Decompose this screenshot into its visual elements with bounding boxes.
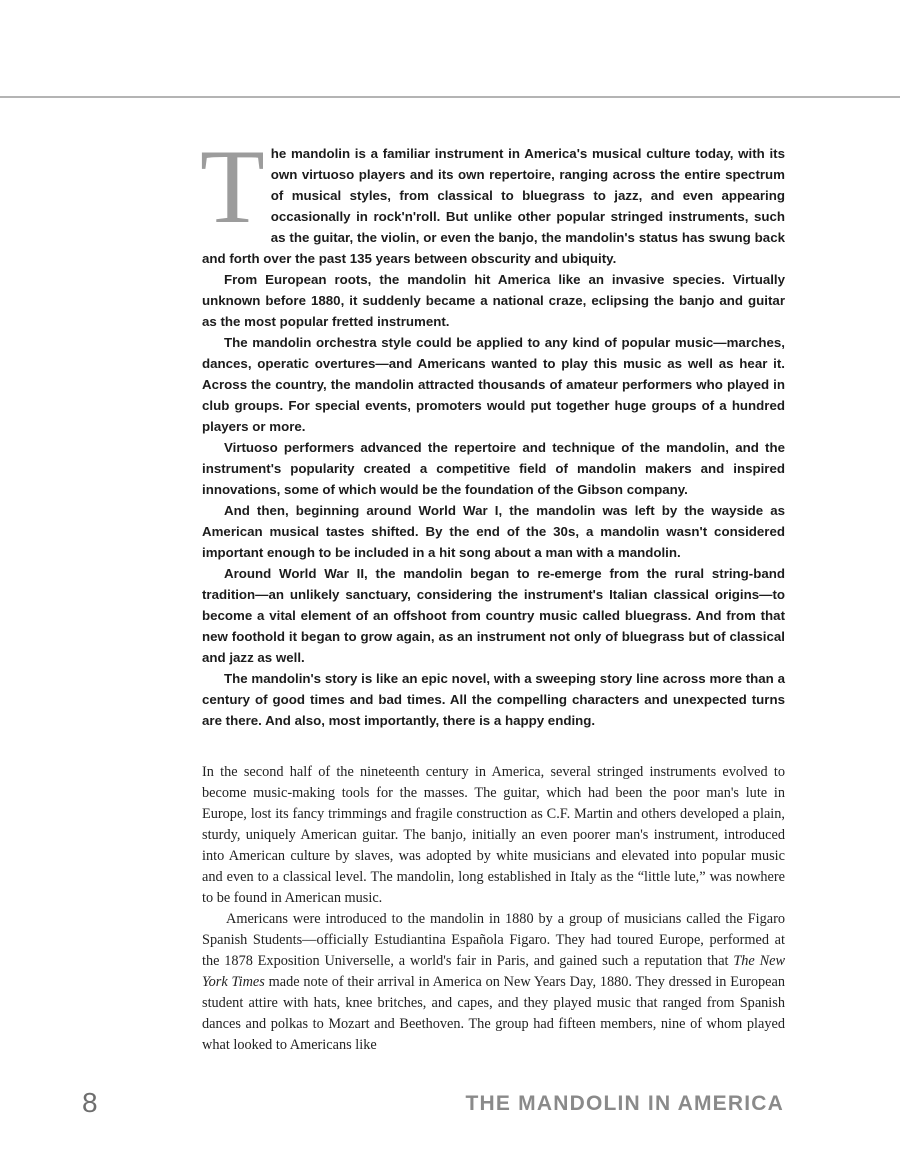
body-paragraph-2-text-b: made note of their arrival in America on New Years Day, 1880. They dressed in European student attire with hats, knee britches, and capes, and they played music that ranged from Spanish dances and polkas to Mozart and Beethoven. The group had fifteen members, nine of whom played what looked to Americans like [202,974,785,1053]
intro-paragraph-2: From European roots, the mandolin hit America like an invasive species. Virtually unknown before 1880, it suddenly became a national craze, eclipsing the banjo and guitar as the most popular fretted instrument. [202,272,785,329]
intro-paragraph-6: Around World War II, the mandolin began to re-emerge from the rural string-band tradition—an unlikely sanctuary, considering the instrument's Italian classical origins—to become a vital element of an offshoot from country music called bluegrass. And from that new foothold it began to grow again, as an instrument not only of bluegrass but of classical and jazz as well. [202,566,785,665]
intro-paragraph-3: The mandolin orchestra style could be applied to any kind of popular music—marches, dances, operatic overtures—and Americans wanted to play this music as well as hear it. Across the country, the mandolin attracted thousands of amateur performers who played in club groups. For special events, promoters would put together huge groups of a hundred players or more. [202,335,785,434]
body-paragraph-1: In the second half of the nineteenth century in America, several stringed instruments evolved to become music-making tools for the masses. The guitar, which had been the poor man's lute in Europe, lost its fancy trimmings and fragile construction as C.F. Martin and others developed a plain, sturdy, uniquely American guitar. The banjo, initially an even poorer man's instrument, introduced into American culture by slaves, was adopted by white musicians and elevated into popular music and even to a classical level. The mandolin, long established in Italy as the “little lute,” was nowhere to be found in American music. [202,764,785,906]
intro-paragraph-1-text: he mandolin is a familiar instrument in America's musical culture today, with its own virtuoso players and its own repertoire, ranging across the entire spectrum of musical styles, from classical to bluegrass to jazz, and even appearing occasionally in rock'n'roll. But unlike other popular stringed instruments, such as the guitar, the violin, or even the banjo, the mandolin's status has swung back and forth over the past 135 years between obscurity and ubiquity. [202,146,785,266]
body-paragraph-2-text-a: Americans were introduced to the mandolin in 1880 by a group of musicians called the Figaro Spanish Students—officially Estudiantina Española Figaro. They had toured Europe, performed at the 1878 Exposition Universelle, a world's fair in Paris, and gained such a reputation that [202,911,785,969]
body-section [202,762,785,1056]
intro-section [200,128,785,731]
drop-cap: T [200,128,265,245]
newspaper-title: The New York Times [202,953,786,990]
intro-paragraph-7: The mandolin's story is like an epic novel, with a sweeping story line across more than a century of good times and bad times. All the compelling characters and unexpected turns are there. And also, most importantly, there is a happy ending. [202,671,785,728]
intro-paragraph-5: And then, beginning around World War I, the mandolin was left by the wayside as American musical tastes shifted. By the end of the 30s, a mandolin wasn't considered important enough to be included in a hit song about a man with a mandolin. [202,503,785,560]
page-number: 8 [82,1087,98,1118]
running-head: THE MANDOLIN IN AMERICA [465,1092,784,1115]
intro-paragraph-1 [200,128,785,269]
body-paragraph-2 [202,909,785,1056]
header-rule [0,96,900,98]
intro-paragraph-4: Virtuoso performers advanced the repertoire and technique of the mandolin, and the instrument's popularity created a competitive field of mandolin makers and inspired innovations, some of which would be the foundation of the Gibson company. [202,440,785,497]
